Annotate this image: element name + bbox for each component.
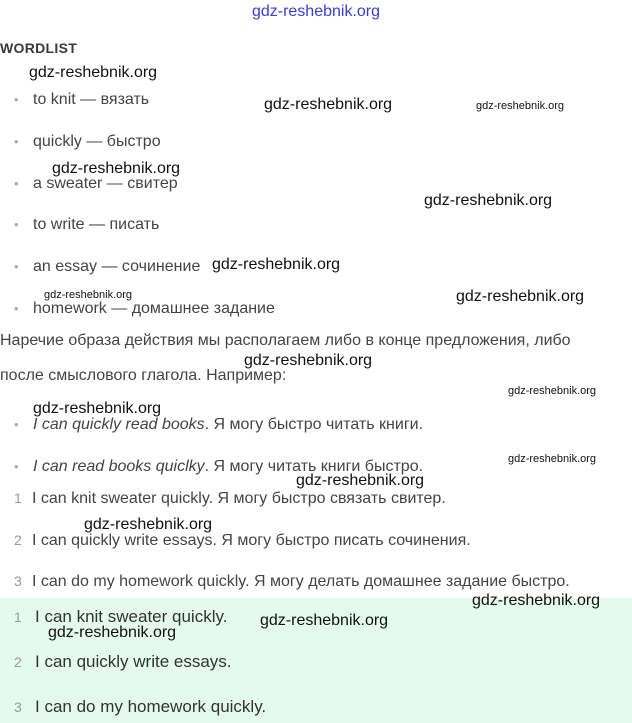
item-text: I can knit sweater quickly. Я могу быстро связать свитер. bbox=[32, 490, 446, 507]
numbered-item bbox=[14, 532, 471, 550]
item-number: 3 bbox=[14, 699, 22, 715]
watermark: gdz-reshebnik.org bbox=[456, 288, 585, 305]
bullet-icon: • bbox=[14, 259, 19, 274]
watermark: gdz-reshebnik.org bbox=[264, 96, 393, 113]
wordlist-item bbox=[14, 91, 149, 109]
item-number: 3 bbox=[14, 573, 22, 589]
example-item bbox=[14, 416, 423, 434]
wordlist-text: to write — писать bbox=[33, 216, 160, 233]
watermark: gdz-reshebnik.org bbox=[212, 256, 341, 273]
wordlist-item bbox=[14, 133, 161, 151]
watermark: gdz-reshebnik.org bbox=[476, 100, 565, 112]
watermark: gdz-reshebnik.org bbox=[296, 472, 425, 489]
answer-text: I can quickly write essays. bbox=[35, 652, 232, 671]
wordlist-title: WORDLIST bbox=[0, 40, 78, 56]
bullet-icon: • bbox=[14, 301, 19, 316]
answer-item bbox=[14, 652, 232, 672]
numbered-item bbox=[14, 490, 446, 508]
bullet-icon: • bbox=[14, 459, 19, 474]
example-russian: . Я могу читать книги быстро. bbox=[204, 458, 424, 475]
item-number: 2 bbox=[14, 654, 22, 670]
example-english: I can quickly read books bbox=[33, 416, 205, 433]
bullet-icon: • bbox=[14, 134, 19, 149]
watermark: gdz-reshebnik.org bbox=[29, 64, 158, 81]
answer-item bbox=[14, 697, 266, 717]
wordlist-item bbox=[14, 300, 275, 318]
watermark: gdz-reshebnik.org bbox=[424, 192, 553, 209]
watermark: gdz-reshebnik.org bbox=[52, 160, 181, 177]
item-number: 2 bbox=[14, 532, 22, 548]
wordlist-text: to knit — вязать bbox=[33, 91, 150, 108]
item-text: I can quickly write essays. Я могу быстро писать сочинения. bbox=[32, 532, 471, 549]
answer-text: I can knit sweater quickly. bbox=[35, 607, 228, 626]
bullet-icon: • bbox=[14, 417, 19, 432]
answer-text: I can do my homework quickly. bbox=[35, 697, 267, 716]
watermark: gdz-reshebnik.org bbox=[508, 385, 597, 397]
watermark: gdz-reshebnik.org bbox=[260, 612, 389, 629]
watermark: gdz-reshebnik.org bbox=[48, 624, 177, 641]
item-text: I can do my homework quickly. Я могу делать домашнее задание быстро. bbox=[32, 573, 570, 590]
example-english: I can read books quiclky bbox=[33, 458, 205, 475]
wordlist-text: an essay — сочинение bbox=[33, 258, 201, 275]
item-number: 1 bbox=[14, 609, 22, 625]
wordlist-text: a sweater — свитер bbox=[33, 175, 178, 192]
bullet-icon: • bbox=[14, 217, 19, 232]
example-russian: . Я могу быстро читать книги. bbox=[204, 416, 424, 433]
watermark: gdz-reshebnik.org bbox=[244, 352, 373, 369]
wordlist-item bbox=[14, 216, 159, 234]
bullet-icon: • bbox=[14, 92, 19, 107]
watermark: gdz-reshebnik.org bbox=[472, 592, 601, 609]
wordlist-text: homework — домашнее задание bbox=[33, 300, 275, 317]
header-watermark: gdz-reshebnik.org bbox=[251, 3, 381, 20]
paragraph-line-2: после смыслового глагола. Например: bbox=[0, 367, 287, 384]
wordlist-item bbox=[14, 258, 200, 276]
wordlist-text: quickly — быстро bbox=[33, 133, 161, 150]
watermark: gdz-reshebnik.org bbox=[44, 289, 133, 301]
watermark: gdz-reshebnik.org bbox=[84, 516, 213, 533]
watermark: gdz-reshebnik.org bbox=[33, 400, 162, 417]
watermark: gdz-reshebnik.org bbox=[508, 453, 597, 465]
numbered-item bbox=[14, 573, 570, 591]
bullet-icon: • bbox=[14, 176, 19, 191]
item-number: 1 bbox=[14, 490, 22, 506]
paragraph-line-1: Наречие образа действия мы располагаем либо в конце предложения, либо bbox=[0, 332, 571, 349]
